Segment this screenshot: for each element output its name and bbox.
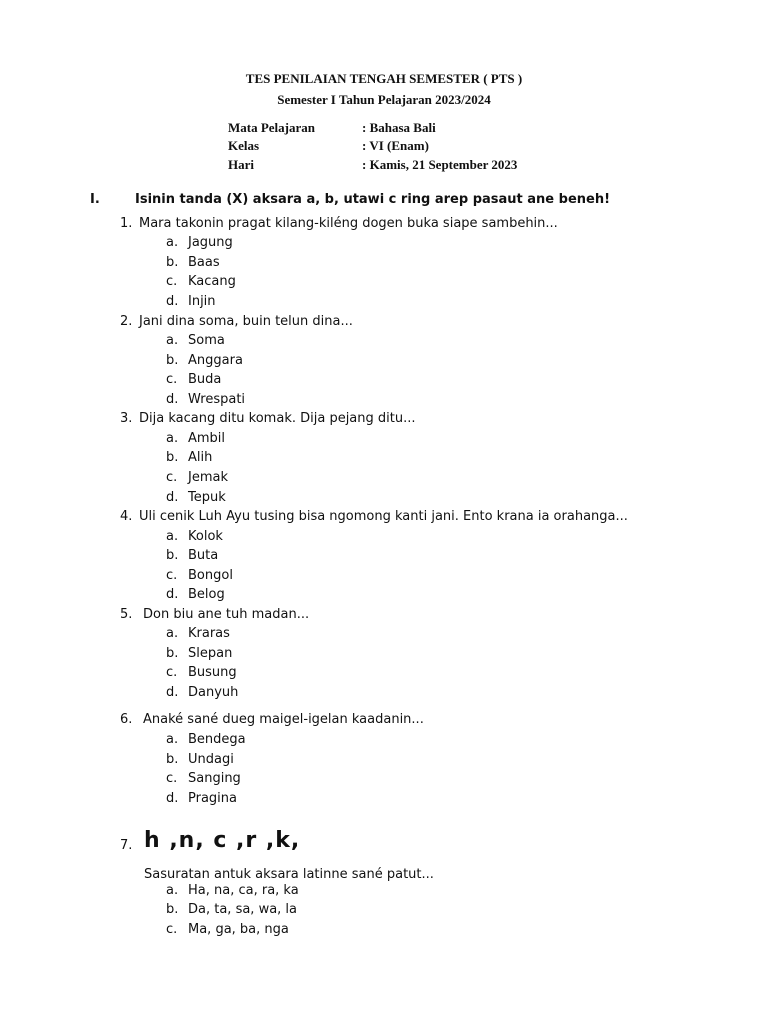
option-text: Tepuk [188,490,226,505]
option-text: Kolok [188,529,223,544]
option-letter: a. [166,235,179,250]
question-text: Jani dina soma, buin telun dina... [139,314,353,329]
option-text: Alih [188,450,213,465]
option-text: Slepan [188,646,233,661]
option-letter: d. [166,685,179,700]
option-text: Kacang [188,274,236,289]
option-text: Buta [188,548,219,563]
option-letter: c. [166,771,178,786]
option-text: Undagi [188,752,234,767]
option-letter: d. [166,791,179,806]
question-number: 7. [120,838,133,853]
question-number: 4. [120,509,133,524]
option-letter: d. [166,294,179,309]
option-letter: c. [166,568,178,583]
option-text: Belog [188,587,225,602]
option-text: Ambil [188,431,226,446]
question-text: Dija kacang ditu komak. Dija pejang ditu... [139,411,416,426]
option-letter: c. [166,274,178,289]
option-text: Sanging [188,771,241,786]
balinese-script-glyphs: h ,n, c ,r ,k, [144,828,301,853]
option-letter: b. [166,548,179,563]
option-text: Soma [188,333,225,348]
option-text: Jagung [188,235,233,250]
question-text: Don biu ane tuh madan... [143,607,310,622]
option-text: Wrespati [188,392,246,407]
option-letter: a. [166,529,179,544]
option-text: Busung [188,665,237,680]
question-number: 6. [120,712,133,727]
option-text: Danyuh [188,685,239,700]
option-letter: d. [166,392,179,407]
meta-label: Hari [228,157,254,172]
option-letter: b. [166,450,179,465]
option-text: Ma, ga, ba, nga [188,922,289,937]
option-letter: b. [166,353,179,368]
option-text: Ha, na, ca, ra, ka [188,883,299,898]
question-text: Sasuratan antuk aksara latinne sané patut... [144,867,434,882]
question-number: 1. [120,216,133,231]
meta-label: Mata Pelajaran [228,120,316,135]
exam-subtitle: Semester I Tahun Pelajaran 2023/2024 [277,92,491,107]
option-letter: b. [166,255,179,270]
option-letter: d. [166,587,179,602]
meta-value: : Bahasa Bali [362,120,436,135]
question-number: 3. [120,411,133,426]
option-text: Da, ta, sa, wa, la [188,902,298,917]
question-text: Mara takonin pragat kilang-kiléng dogen buka siape sambehin... [139,216,558,231]
option-text: Anggara [188,353,243,368]
option-letter: a. [166,883,179,898]
option-text: Bendega [188,732,246,747]
question-text: Uli cenik Luh Ayu tusing bisa ngomong kanti jani. Ento krana ia orahanga... [139,509,628,524]
meta-value: : Kamis, 21 September 2023 [362,157,518,172]
option-text: Bongol [188,568,233,583]
option-letter: b. [166,646,179,661]
meta-value: : VI (Enam) [362,138,429,153]
meta-label: Kelas [228,138,260,153]
section-number: I. [90,192,100,207]
option-letter: d. [166,490,179,505]
exam-title: TES PENILAIAN TENGAH SEMESTER ( PTS ) [245,71,523,86]
option-letter: a. [166,626,179,641]
option-text: Pragina [188,791,237,806]
question-text: Anaké sané dueg maigel-igelan kaadanin... [143,712,424,727]
option-letter: b. [166,752,179,767]
question-number: 2. [120,314,133,329]
option-letter: b. [166,902,179,917]
option-letter: a. [166,333,179,348]
section-instruction-text: Isinin tanda (X) aksara a, b, utawi c ring arep pasaut ane beneh! [135,192,611,207]
option-letter: a. [166,732,179,747]
option-letter: a. [166,431,179,446]
option-letter: c. [166,372,178,387]
option-text: Buda [188,372,222,387]
option-letter: c. [166,922,178,937]
option-letter: c. [166,665,178,680]
option-letter: c. [166,470,178,485]
option-text: Jemak [188,470,228,485]
option-text: Baas [188,255,220,270]
question-number: 5. [120,607,133,622]
option-text: Injin [188,294,216,309]
option-text: Kraras [188,626,230,641]
